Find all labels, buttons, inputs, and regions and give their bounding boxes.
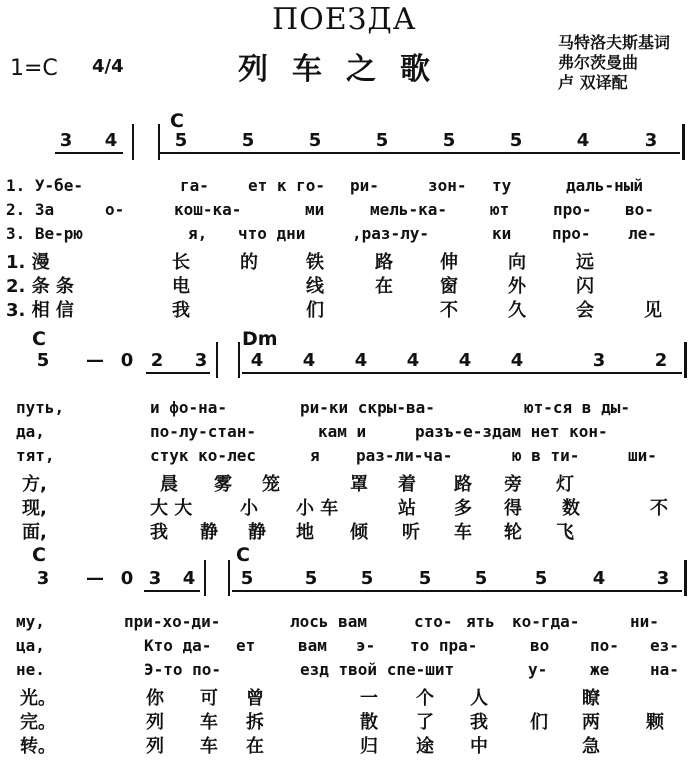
lyric-syllable: 车 — [454, 522, 472, 543]
lyric-syllable: ри-ки скры-ва- — [300, 398, 435, 417]
lyric-syllable: 倾 — [350, 522, 368, 543]
bar-line — [682, 124, 685, 160]
lyric-line-chinese — [0, 296, 700, 321]
lyric-syllable: ять — [466, 612, 495, 631]
lyric-syllable: 2. 条 条 — [6, 276, 74, 297]
key-signature: 1=C — [10, 56, 58, 81]
note: 5 — [174, 130, 188, 151]
lyric-syllable: 面, — [22, 522, 47, 543]
note: 5 — [36, 350, 50, 371]
lyric-syllable: что дни — [238, 224, 306, 243]
lyric-syllable: вам — [298, 636, 327, 655]
lyric-syllable: я — [310, 446, 320, 465]
lyric-syllable: 向 — [508, 252, 526, 273]
lyric-syllable: 在 — [246, 736, 264, 757]
lyric-syllable: 外 — [508, 276, 526, 297]
lyric-syllable: тят, — [16, 446, 55, 465]
note: — — [86, 350, 104, 371]
time-signature: 4/4 — [92, 56, 124, 77]
lyric-syllable: да, — [16, 422, 45, 441]
note: 3 — [59, 130, 73, 151]
lyric-syllable: 数 — [562, 498, 580, 519]
lyric-syllable: про- — [552, 224, 591, 243]
note: 4 — [250, 350, 264, 371]
lyric-syllable: 不 — [650, 498, 668, 519]
note: 5 — [534, 568, 548, 589]
lyric-syllable: 完。 — [20, 712, 56, 733]
lyric-syllable: 中 — [470, 736, 488, 757]
lyric-syllable: 急 — [582, 736, 600, 757]
lyric-line-russian — [0, 636, 700, 656]
lyric-syllable: 远 — [576, 252, 594, 273]
note: 5 — [308, 130, 322, 151]
note-beam — [144, 590, 200, 592]
lyric-syllable: 罩 — [350, 474, 368, 495]
lyric-syllable: то пра- — [410, 636, 478, 655]
note: 5 — [442, 130, 456, 151]
lyric-syllable: Э-то по- — [144, 660, 222, 679]
lyric-syllable: 3. 相 信 — [6, 300, 74, 321]
lyric-syllable: 铁 — [306, 252, 324, 273]
note: 0 — [120, 568, 134, 589]
lyric-syllable: по- — [590, 636, 619, 655]
note: 5 — [304, 568, 318, 589]
lyric-syllable: му, — [16, 612, 45, 631]
lyric-syllable: 轮 — [504, 522, 522, 543]
lyric-line-russian — [0, 422, 700, 442]
note: 4 — [576, 130, 590, 151]
lyric-syllable: 我 — [150, 522, 168, 543]
note: 2 — [654, 350, 668, 371]
note: 4 — [458, 350, 472, 371]
lyric-syllable: 不 — [440, 300, 458, 321]
lyric-syllable: 线 — [306, 276, 324, 297]
lyric-syllable: 现, — [22, 498, 47, 519]
lyric-line-russian — [0, 398, 700, 418]
lyric-syllable: 们 — [306, 300, 324, 321]
note: 5 — [360, 568, 374, 589]
lyric-syllable: ту — [492, 176, 512, 195]
note: 4 — [406, 350, 420, 371]
chord-symbol: C — [170, 110, 184, 132]
note: 5 — [375, 130, 389, 151]
lyric-syllable: ют-ся в ды- — [524, 398, 630, 417]
lyric-syllable: 可 — [200, 688, 218, 709]
lyric-syllable: 列 — [146, 712, 164, 733]
lyric-syllable: 人 — [470, 688, 488, 709]
lyric-syllable: зон- — [428, 176, 467, 195]
lyric-syllable: езд твой спе-шит — [300, 660, 455, 679]
lyric-syllable: лось вам — [290, 612, 368, 631]
song-title-chinese: 列车之歌 — [238, 52, 454, 87]
lyric-syllable: 车 — [200, 712, 218, 733]
bar-line — [132, 124, 134, 160]
lyric-syllable: 站 — [398, 498, 416, 519]
lyric-syllable: 飞 — [556, 522, 574, 543]
lyric-syllable: га- — [180, 176, 209, 195]
lyric-line-russian — [0, 612, 700, 632]
lyric-syllable: мель-ка- — [370, 200, 448, 219]
lyric-syllable: 旁 — [504, 474, 522, 495]
note: 5 — [418, 568, 432, 589]
lyric-syllable: 长 — [172, 252, 190, 273]
credit-composer: 弗尔茨曼曲 — [558, 53, 639, 72]
note: 5 — [240, 568, 254, 589]
lyric-syllable: 们 — [530, 712, 548, 733]
lyric-syllable: 1. 漫 — [6, 252, 50, 273]
lyric-syllable: 拆 — [246, 712, 264, 733]
lyric-syllable: 的 — [240, 252, 258, 273]
lyric-syllable: 窗 — [440, 276, 458, 297]
bar-line — [228, 560, 230, 596]
lyric-line-chinese — [0, 272, 700, 297]
lyric-syllable: 见 — [644, 300, 662, 321]
lyric-syllable: 转。 — [20, 736, 56, 757]
lyric-syllable: 列 — [146, 736, 164, 757]
lyric-syllable: 小 车 — [296, 498, 339, 519]
lyric-syllable: про- — [553, 200, 592, 219]
lyric-syllable: 地 — [296, 522, 314, 543]
lyric-line-russian — [0, 446, 700, 466]
note: 5 — [474, 568, 488, 589]
lyric-syllable: 小 — [240, 498, 258, 519]
song-title-russian: ПОЕЗДА — [272, 2, 417, 37]
lyric-syllable: ца, — [16, 636, 45, 655]
bar-line — [158, 124, 160, 160]
note: 3 — [656, 568, 670, 589]
lyric-syllable: 在 — [375, 276, 393, 297]
lyric-syllable: ез- — [650, 636, 679, 655]
lyric-syllable: же — [590, 660, 610, 679]
lyric-syllable: даль-ный — [566, 176, 644, 195]
lyric-syllable: 你 — [146, 688, 164, 709]
lyric-syllable: ет к го- — [248, 176, 326, 195]
lyric-syllable: ки — [492, 224, 512, 243]
lyric-syllable: при-хо-ди- — [124, 612, 221, 631]
lyric-line-chinese — [0, 732, 700, 757]
note: 3 — [36, 568, 50, 589]
note-beam — [146, 372, 210, 374]
bar-line — [684, 342, 687, 378]
chord-symbol: C — [32, 328, 46, 350]
credit-translator: 卢 双译配 — [558, 73, 628, 92]
lyric-syllable: 一 — [360, 688, 378, 709]
lyric-syllable: ют — [490, 200, 510, 219]
bar-line — [238, 342, 240, 378]
lyric-syllable: 伸 — [440, 252, 458, 273]
lyric-syllable: ши- — [628, 446, 657, 465]
lyric-syllable: по-лу-стан- — [150, 422, 256, 441]
lyric-syllable: ри- — [350, 176, 379, 195]
note: 5 — [509, 130, 523, 151]
lyric-syllable: 散 — [360, 712, 378, 733]
lyric-line-russian — [0, 200, 700, 220]
note: 3 — [644, 130, 658, 151]
lyric-syllable: 颗 — [646, 712, 664, 733]
bar-line — [684, 560, 687, 596]
lyric-syllable: ю в ти- — [512, 446, 580, 465]
lyric-syllable: 听 — [402, 522, 420, 543]
lyric-syllable: сто- — [414, 612, 453, 631]
lyric-syllable: 雾 — [214, 474, 232, 495]
lyric-line-chinese — [0, 494, 700, 519]
lyric-syllable: 归 — [360, 736, 378, 757]
note: 3 — [194, 350, 208, 371]
lyric-syllable: 个 — [416, 688, 434, 709]
lyric-line-chinese — [0, 684, 700, 709]
lyric-line-chinese — [0, 248, 700, 273]
lyric-syllable: 1. У-бе- — [6, 176, 84, 195]
lyric-syllable: ет — [236, 636, 256, 655]
lyric-syllable: 着 — [398, 474, 416, 495]
bar-line — [216, 342, 218, 378]
lyric-line-russian — [0, 176, 700, 196]
lyric-syllable: 3. Ве-рю — [6, 224, 84, 243]
note: 4 — [510, 350, 524, 371]
lyric-line-russian — [0, 224, 700, 244]
chord-symbol: Dm — [242, 328, 278, 350]
lyric-syllable: 久 — [508, 300, 526, 321]
lyric-syllable: 闪 — [576, 276, 594, 297]
chord-symbol: C — [236, 544, 250, 566]
lyric-syllable: 得 — [504, 498, 522, 519]
lyric-syllable: ни- — [630, 612, 659, 631]
lyric-syllable: ле- — [628, 224, 657, 243]
lyric-syllable: у- — [528, 660, 548, 679]
lyric-syllable: ми — [305, 200, 325, 219]
lyric-syllable: 车 — [200, 736, 218, 757]
note-beam — [232, 590, 682, 592]
lyric-syllable: 方, — [22, 474, 47, 495]
lyric-syllable: 静 — [200, 522, 218, 543]
lyric-syllable: 晨 — [160, 474, 178, 495]
lyric-syllable: 静 — [248, 522, 266, 543]
lyric-syllable: путь, — [16, 398, 65, 417]
lyric-syllable: во- — [625, 200, 654, 219]
lyric-syllable: 曾 — [246, 688, 264, 709]
lyric-line-russian — [0, 660, 700, 680]
note: 2 — [150, 350, 164, 371]
note: 4 — [592, 568, 606, 589]
lyric-syllable: раз-ли-ча- — [356, 446, 453, 465]
lyric-syllable: не. — [16, 660, 45, 679]
lyric-syllable: кош-ка- — [174, 200, 242, 219]
lyric-syllable: о- — [105, 200, 125, 219]
lyric-syllable: 我 — [470, 712, 488, 733]
lyric-syllable: стук ко-лес — [150, 446, 256, 465]
lyric-syllable: э- — [356, 636, 376, 655]
lyric-syllable: разъ-е-здам нет кон- — [415, 422, 608, 441]
lyric-line-chinese — [0, 708, 700, 733]
lyric-syllable: ,раз-лу- — [352, 224, 430, 243]
note: 4 — [104, 130, 118, 151]
bar-line — [204, 560, 206, 596]
lyric-syllable: 两 — [582, 712, 600, 733]
lyric-syllable: 多 — [454, 498, 472, 519]
note: — — [86, 568, 104, 589]
note-beam — [242, 372, 682, 374]
lyric-line-chinese — [0, 518, 700, 543]
lyric-syllable: 会 — [576, 300, 594, 321]
lyric-syllable: во — [530, 636, 550, 655]
note: 3 — [148, 568, 162, 589]
note: 3 — [592, 350, 606, 371]
note: 5 — [241, 130, 255, 151]
lyric-line-chinese — [0, 470, 700, 495]
lyric-syllable: 途 — [416, 736, 434, 757]
lyric-syllable: 我 — [172, 300, 190, 321]
lyric-syllable: 瞭 — [582, 688, 600, 709]
note: 4 — [182, 568, 196, 589]
lyric-syllable: 大 大 — [150, 498, 193, 519]
lyric-syllable: 电 — [172, 276, 190, 297]
lyric-syllable: я, — [188, 224, 208, 243]
lyric-syllable: 路 — [375, 252, 393, 273]
lyric-syllable: 灯 — [556, 474, 574, 495]
note: 0 — [120, 350, 134, 371]
lyric-syllable: 光。 — [20, 688, 56, 709]
lyric-syllable: Кто да- — [144, 636, 212, 655]
credit-lyricist: 马特洛夫斯基词 — [558, 33, 671, 52]
note: 4 — [302, 350, 316, 371]
lyric-syllable: 2. За — [6, 200, 55, 219]
lyric-syllable: кам и — [318, 422, 367, 441]
lyric-syllable: ко-гда- — [512, 612, 580, 631]
lyric-syllable: и фо-на- — [150, 398, 228, 417]
note: 4 — [354, 350, 368, 371]
lyric-syllable: 笼 — [262, 474, 280, 495]
lyric-syllable: на- — [650, 660, 679, 679]
chord-symbol: C — [32, 544, 46, 566]
lyric-syllable: 路 — [454, 474, 472, 495]
note-beam — [55, 152, 123, 154]
lyric-syllable: 了 — [416, 712, 434, 733]
note-beam — [160, 152, 680, 154]
